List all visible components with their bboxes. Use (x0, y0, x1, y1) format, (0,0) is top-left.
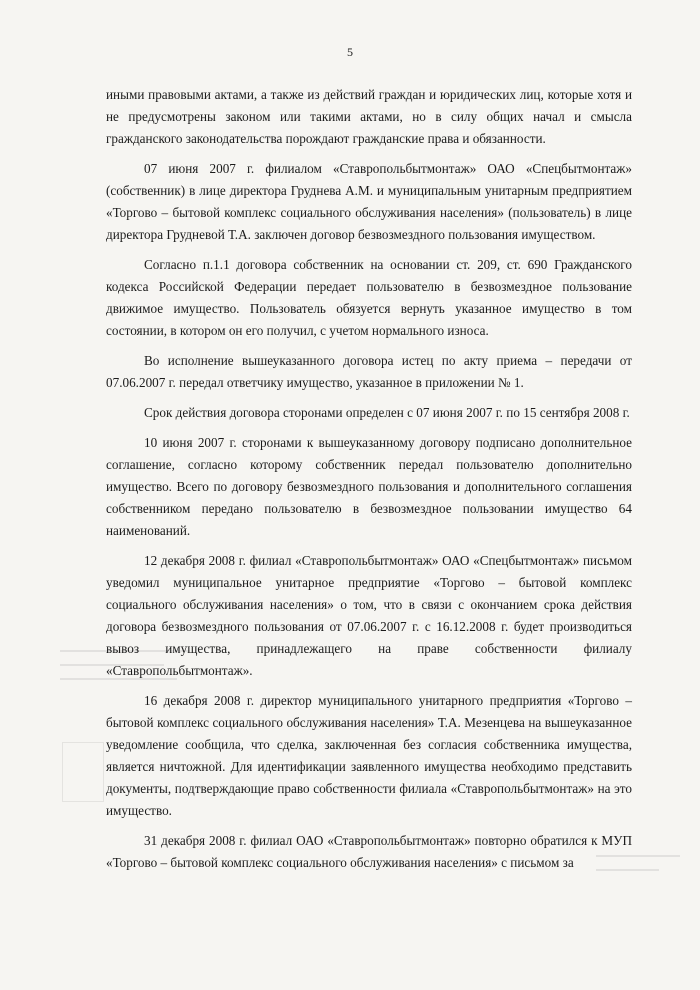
paragraph: Срок действия договора сторонами определен с 07 июня 2007 г. по 15 сентября 2008 г. (144, 405, 630, 420)
page-number: 5 (347, 45, 353, 59)
paragraph: 16 декабря 2008 г. директор муниципального унитарного предприятия «Торгово – бытовой комплекс социального обслуживания населения» Т.А. Мезенцева на вышеуказанное уведомление сообщила, что сделка, заключенная без согласия собственника имущества, является ничтожной. Для идентификации заявленного имущества необходимо представить документы, подтверждающие право собственности филиала «Ставропольбытмонтаж» на это имущество. (106, 693, 632, 818)
paragraph: Во исполнение вышеуказанного договора истец по акту приема – передачи от 07.06.2007 г. передал ответчику имущество, указанное в приложении № 1. (106, 353, 632, 390)
paragraph: 07 июня 2007 г. филиалом «Ставропольбытмонтаж» ОАО «Спецбытмонтаж» (собственник) в лице директора Груднева А.М. и муниципальным унитарным предприятием «Торгово – бытовой комплекс социального обслуживания населения» (пользователь) в лице директора Грудневой Т.А. заключен договор безвозмездного пользования имуществом. (106, 161, 632, 242)
paragraph: иными правовыми актами, а также из действий граждан и юридических лиц, которые хотя и не предусмотрены законом или такими актами, но в силу общих начал и смысла гражданского законодательства порождают гражданские права и обязанности. (106, 87, 632, 146)
bleed-through-box (62, 742, 104, 802)
paragraph: 10 июня 2007 г. сторонами к вышеуказанному договору подписано дополнительное соглашение, согласно которому собственник передал пользователю дополнительно имущество. Всего по договору безвозмездного пользования и дополнительного соглашения собственником передано пользователю в безвозмездное пользовании имущество 64 наименований. (106, 435, 632, 538)
paragraph: Согласно п.1.1 договора собственник на основании ст. 209, ст. 690 Гражданского кодекса Российской Федерации передает пользователю в безвозмездное пользование движимое имущество. Пользователь обязуется вернуть указанное имущество в том состоянии, в котором он его получил, с учетом нормального износа. (106, 257, 632, 338)
document-body (106, 84, 632, 882)
paragraph: 31 декабря 2008 г. филиал ОАО «Ставропольбытмонтаж» повторно обратился к МУП «Торгово – бытовой комплекс социального обслуживания населения» с письмом за (106, 833, 632, 870)
paragraph: 12 декабря 2008 г. филиал «Ставропольбытмонтаж» ОАО «Спецбытмонтаж» письмом уведомил муниципальное унитарное предприятие «Торгово – бытовой комплекс социального обслуживания населения» о том, что в связи с окончанием срока действия договора безвозмездного пользования от 07.06.2007 г. с 16.12.2008 г. будет производиться вывоз имущества, принадлежащего на праве собственности филиалу «Ставропольбытмонтаж». (106, 553, 632, 678)
